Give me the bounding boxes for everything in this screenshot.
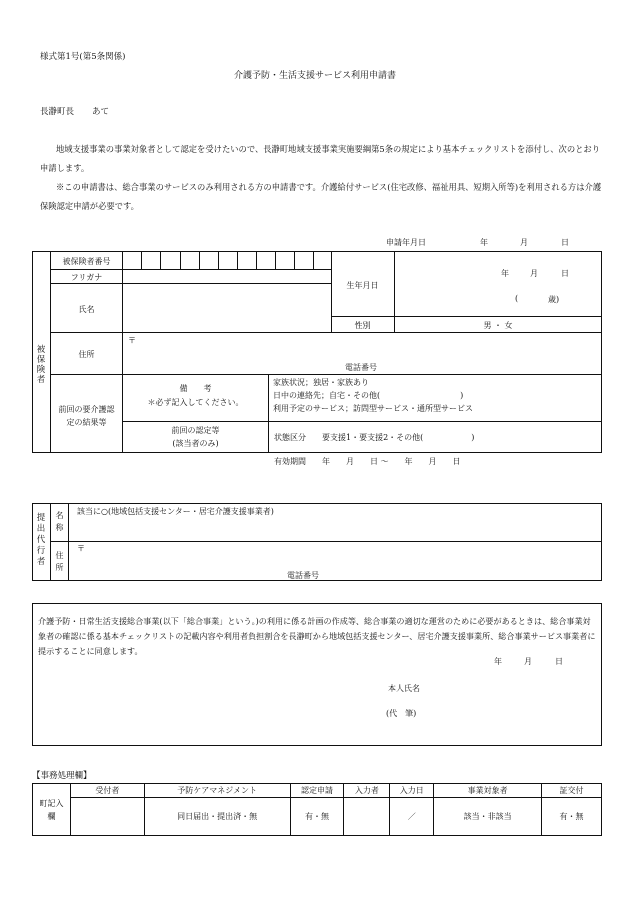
sex-value: 男 ・ 女: [483, 321, 513, 330]
value-cert-issue: 有・無: [542, 798, 602, 836]
insured-section-label: 被保険者: [36, 345, 46, 385]
prev-cert-title: 前回の認定等: [171, 426, 220, 435]
body-paragraph-1: 地域支援事業の事業対象者として認定を受けたいので、長瀞町地域支援事業実施要綱第5条の規定により基本チェックリストを添付し、次のとおり申請します。: [40, 144, 601, 173]
submitter-phone-label: 電話番号: [287, 571, 319, 580]
consent-year: 年: [494, 657, 502, 666]
application-date-year: 年: [480, 238, 488, 247]
value-cert-application: 有・無: [290, 798, 344, 836]
planned-services: 利用予定のサービス；訪問型サービス・通所型サービス: [273, 404, 473, 413]
birth-day: 日: [561, 269, 569, 278]
addressee: 長瀞町長: [40, 107, 75, 117]
consent-text: 介護予防・日常生活支援総合事業(以下「総合事業」という。)の利用に係る計画の作成等、総合事業の適切な運営のために必要があるときは、総合事業対象者の確認に係る基本チェックリストの記載内容や利用者負担割合を長瀞町から地域包括支援センター、居宅介護支援事業所、総合事業サービス事業者に提示することに同意します。: [38, 616, 596, 656]
header-input-date: 入力日: [390, 784, 434, 798]
header-eligible: 事業対象者: [434, 784, 542, 798]
valid-period: 有効期間 年 月 日 ～ 年 月 日: [274, 457, 461, 466]
value-care-management: 同日届出・提出済・無: [144, 798, 290, 836]
addressee-suffix: あて: [92, 107, 110, 117]
prev-result-label: 前回の要介護認定の結果等: [58, 405, 115, 427]
remarks-note: ＊必ず記入してください。: [147, 398, 244, 407]
sex-label: 性別: [354, 321, 371, 330]
submitter-name-text: 該当に○(地域包括支援センター・居宅介護支援事業者): [77, 507, 274, 516]
application-date-day: 日: [561, 238, 569, 247]
value-receiver: [70, 798, 144, 836]
phone-label: 電話番号: [345, 363, 377, 372]
consent-day: 日: [555, 657, 563, 666]
insured-number-label: 被保険者番号: [62, 257, 111, 266]
body-paragraph-2: ※この申請書は、総合事業のサービスのみ利用される方の申請書です。介護給付サービス(住宅改修、福祉用具、短期入所等)を利用される方は介護保険認定申請が必要です。: [40, 182, 602, 211]
application-date-month: 月: [520, 238, 528, 247]
header-receiver: 受付者: [70, 784, 144, 798]
age-close: 歳): [548, 295, 560, 304]
remarks-title: 備 考: [179, 384, 212, 393]
submitter-section-label: 提出代行者: [36, 513, 46, 567]
header-care-management: 予防ケアマネジメント: [144, 784, 290, 798]
birth-year: 年: [501, 269, 509, 278]
submitter-postal-mark: 〒: [77, 544, 85, 553]
signature-label: 本人氏名: [388, 684, 420, 693]
header-cert-issue: 証交付: [542, 784, 602, 798]
consent-month: 月: [524, 657, 532, 666]
header-cert-application: 認定申請: [290, 784, 344, 798]
prev-cert-note: (該当者のみ): [172, 439, 219, 448]
application-date-label: 申請年月日: [386, 238, 426, 247]
value-eligible: 該当・非該当: [434, 798, 542, 836]
header-input-person: 入力者: [344, 784, 390, 798]
form-number: 様式第1号(第5条関係): [40, 52, 126, 62]
value-input-date: ／: [390, 798, 434, 836]
age-open: (: [515, 294, 519, 303]
furigana-label: フリガナ: [70, 273, 103, 282]
name-label: 氏名: [78, 305, 95, 314]
daytime-contact: 日中の連絡先；自宅・その他( ): [273, 391, 464, 400]
birth-label: 生年月日: [346, 281, 379, 290]
office-table: [32, 783, 602, 836]
birth-month: 月: [530, 269, 538, 278]
family-status: 家族状況；独居・家族あり: [273, 378, 369, 387]
page-title: 介護予防・生活支援サービス利用申請書: [233, 71, 396, 81]
office-row-label: 町記入欄: [33, 784, 71, 836]
value-input-person: [344, 798, 390, 836]
proxy-label: (代 筆): [386, 709, 417, 718]
address-label: 住所: [78, 350, 95, 359]
submitter-address-label: 住所: [55, 551, 64, 572]
submitter-name-label: 名称: [55, 511, 64, 532]
status-division: 状態区分 要支援1・要支援2・その他( ): [274, 433, 475, 442]
office-title: 【事務処理欄】: [32, 771, 92, 781]
postal-mark: 〒: [128, 336, 136, 345]
